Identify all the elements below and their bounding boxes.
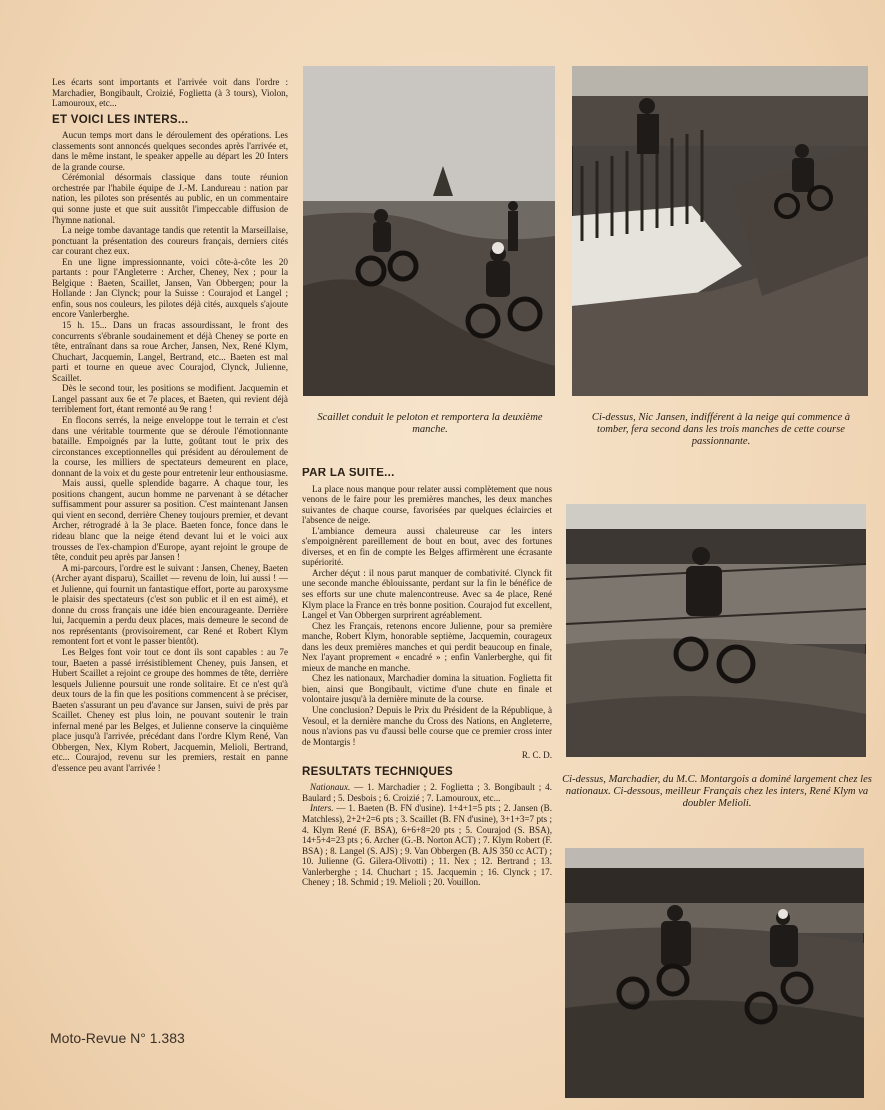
caption-photo-jansen: Ci-dessus, Nic Jansen, indifférent à la neige qui commence à tomber, fera second dans les trois manches de cette course passionnante. <box>591 412 851 447</box>
caption-photo-scaillet: Scaillet conduit le peloton et remportera la deuxième manche. <box>317 412 543 435</box>
paragraph: Archer déçut : il nous parut manquer de combativité. Clynck fit une seconde manche éblouissante, perdant sur la fin le bénéfice de ses efforts sur une chute malencontreuse. Avec sa 4e place, René Klym place la France en très bonne position. Courajod fut excellent, Langel et Van Obbergen surprirent agréablement. <box>302 567 552 621</box>
paragraph: Chez les Français, retenons encore Julienne, pour sa première manche, Robert Klym, honorable septième, Jacquemin, courageux dans les deux premières manches et qui perdit beaucoup en finale, Nex l'ayant proprement « encadré » ; enfin Vanlerberghe, qui fit mieux de manche en manche. <box>302 620 552 673</box>
results-list <box>302 782 552 887</box>
results-inters <box>302 803 552 887</box>
paragraph: En une ligne impressionnante, voici côte-à-côte les 20 partants : pour l'Angleterre : Archer, Cheney, Nex ; pour la Belgique : Baeten, Scaillet, Jansen, Van Obbergen; pour la Hollande : Jan Clynck; pour la Suisse : Courajod et Langel ; enfin, sous nos couleurs, les pilotes déjà cités, auxquels s'ajoute encore Vanlerberghe. <box>52 256 288 320</box>
paragraph: Dès le second tour, les positions se modifient. Jacquemin et Langel passant aux 6e et 7e places, et Baeten, qui revient déjà terriblement fort, étant remonté au 9e rang ! <box>52 383 288 415</box>
article-column-left <box>52 77 288 1022</box>
intro-paragraph: Les écarts sont importants et l'arrivée voit dans l'ordre : Marchadier, Bongibault, Croizié, Foglietta (à 3 tours), Violon, Lamouroux, etc... <box>52 77 288 109</box>
paragraph: Cérémonial désormais classique dans toute réunion orchestrée par l'habile équipe de J.-M. Landureau : nation par nation, les pilotes son présentés au public, en un commentaire qui sonne juste et que suit aussitôt l'impeccable diffusion de l'hymne national. <box>52 172 288 225</box>
photo-scaillet <box>303 66 555 396</box>
paragraph: Aucun temps mort dans le déroulement des opérations. Les classements sont annoncés quelques secondes après l'arrivée et, dans le même instant, le speaker appelle au départ les 20 Inters de la grande course. <box>52 130 288 172</box>
photo-jansen <box>572 66 868 396</box>
results-text: — 1. Baeten (B. FN d'usine). 1+4+1=5 pts ; 2. Jansen (B. Matchless), 2+2+2=6 pts ; 3. Scaillet (B. FN d'usine), 3+1+3=7 pts ; 4. Klym René (F. BSA), 6+6+8=20 pts ; 5. Courajod (S. BSA), 14+5+4=23 pts ; 6. Archer (G.-B. Norton ACT) ; 7. Klym Robert (F. BSA) ; 8. Langel (S. AJS) ; 9. Van Obbergen (B. AJS 350 cc ACT) ; 10. Julienne (G. Gilera-Olivotti) ; 11. Nex ; 12. Bertrand ; 13. Vanlerberghe ; 14. Chuchart ; 15. Jacquemin ; 16. Clynck ; 17. Cheney ; 18. Schmid ; 19. Melioli ; 20. Vouillon. <box>302 803 552 888</box>
article-column-middle <box>302 468 552 1018</box>
results-text: — 1. Marchadier ; 2. Foglietta ; 3. Bongibault ; 4. Baulard ; 5. Desbois ; 6. Croizié ; 7. Lamouroux, etc... <box>302 782 552 803</box>
section-heading-results: RESULTATS TECHNIQUES <box>302 765 454 778</box>
paragraph: La place nous manque pour relater aussi complètement que nous venons de le faire pour les premières manches, les deux manches suivantes de chaque course, favorisées par quelques éclaircies et l'absence de neige. <box>302 483 552 526</box>
results-nationaux <box>302 782 552 803</box>
author-signature: R. C. D. <box>521 750 552 761</box>
paragraph: Une conclusion? Depuis le Prix du Président de la République, à Vesoul, et la dernière manche du Cross des Nations, en Angleterre, nous n'avions pas vu d'aussi belle course que ce premier cross inter de Montargis ! <box>302 705 552 747</box>
paragraph: 15 h. 15... Dans un fracas assourdissant, le front des concurrents s'ébranle soudainement et déjà Cheney se porte en tête, entraînant dans sa roue Archer, Jansen, Nex, René Klym, Chuchart, Jacquemin, Langel, Bertrand, etc... Baeten est mal parti et tourne en queue avec Courajod, Clynck, Julienne, Scaillet. <box>52 320 288 383</box>
results-label: Nationaux. <box>310 782 351 793</box>
paragraph: A mi-parcours, l'ordre est le suivant : Jansen, Cheney, Baeten (Archer ayant disparu), Scaillet — revenu de loin, lui aussi ! — et Julienne, qui fournit un fantastique effort, porte au paroxysme le plaisir des spectateurs (c'est son public et il en est aimé), et donne du cross français une idée bien encourageante. Derrière lui, Jacquemin a perdu deux places, mais demeure le second de nos représentants (provisoirement, car René et Robert Klym remontent fort et vont le passer bientôt). <box>52 562 288 647</box>
section-heading-par-la-suite: PAR LA SUITE... <box>302 468 395 479</box>
paragraph: Chez les nationaux, Marchadier domina la situation. Foglietta fit bien, ainsi que Bongibault, victime d'une chute en finale et volontaire jusqu'à la dernière minute de la course. <box>302 673 552 705</box>
results-label: Inters. <box>310 803 334 814</box>
photo-rene-klym <box>565 848 864 1098</box>
caption-photo-marchadier: Ci-dessus, Marchadier, du M.C. Montargois a dominé largement chez les nationaux. Ci-dessous, meilleur Français chez les inters, René Klym va doubler Melioli. <box>562 774 872 809</box>
paragraph: La neige tombe davantage tandis que retentit la Marseillaise, ponctuant la présentation des coureurs français, derniers cités car courant chez eux. <box>52 225 288 257</box>
paragraph: L'ambiance demeura aussi chaleureuse car les inters s'empoignèrent pareillement de bout en bout, avec des fortunes diverses, et en fin de compte les Belges affirmèrent une écrasante supériorité. <box>302 525 552 568</box>
paragraph: Les Belges font voir tout ce dont ils sont capables : au 7e tour, Baeten a passé irrésistiblement Cheney, puis Jansen, et Hubert Scaillet a rejoint ce groupe des hommes de tête, derrière lesquels Julienne poursuit une ronde solitaire. Et ce n'est qu'à deux tours de la fin que les positions commencent à se préciser, Baeten s'assurant un peu d'avance sur Jansen, suivi de près par Scaillet. Cheney est plus loin, ne pouvant soutenir le train infernal mené par les Belges, et Julienne conserve la cinquième place jusqu'à l'arrivée, précédant dans l'ordre Klym René, Van Obbergen, Nex, Klym Robert, Jacquemin, Melioli, Bertrand, etc... Courajod, revenu sur les premiers, restait en panne d'essence peu avant l'arrivée ! <box>52 646 288 773</box>
photo-marchadier <box>566 504 866 757</box>
paragraph: Mais aussi, quelle splendide bagarre. A chaque tour, les positions changent, aucun homme ne parvenant à se détacher suffisamment pour assurer sa position. C'est maintenant Jansen qui vient en second, derrière Cheney toujours premier, et devant Archer, rétrogradé à la 3e place. Baeten fonce, fonce dans le rideau blanc que la neige étend devant lui et le voici aux trousses de l'ex-champion d'Europe, ayant rejoint le groupe de tête, conduit peu après par Jansen ! <box>52 478 288 563</box>
paragraph: En flocons serrés, la neige enveloppe tout le terrain et c'est dans une véritable tourmente que se déroule l'émotionnante bataille. Empoignés par la lutte, goûtant tout le prix des circonstances exceptionnelles qui président au déroulement de la course, les milliers de spectateurs demeurent en place, donnant de la voix et du geste pour entretenir leur enthousiasme. <box>52 414 288 478</box>
section-heading-inters: ET VOICI LES INTERS... <box>52 113 189 126</box>
page-footer: Moto-Revue N° 1.383 <box>50 1030 185 1046</box>
